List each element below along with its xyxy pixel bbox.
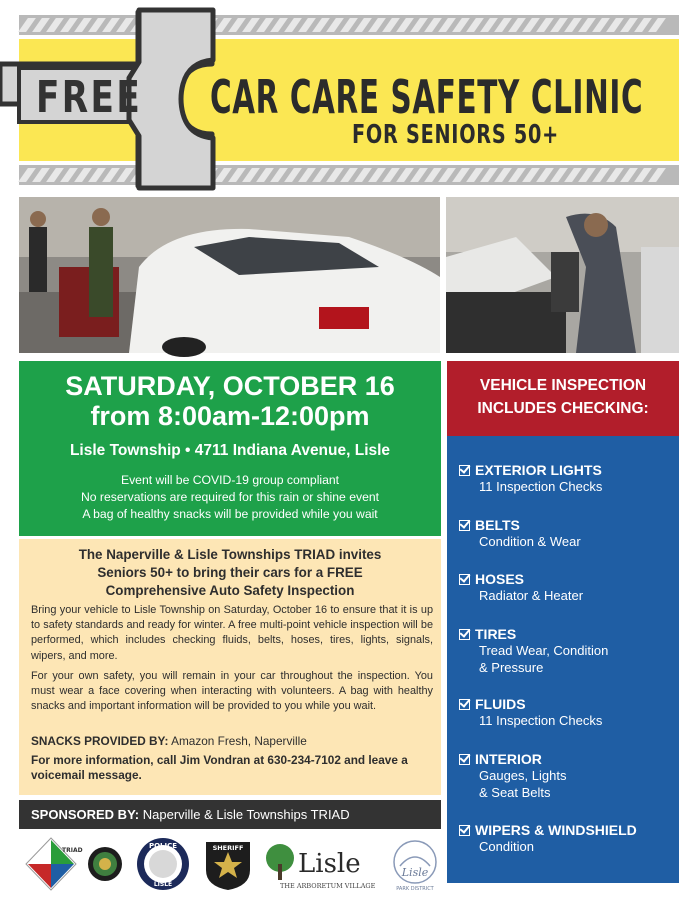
item-desc: 11 Inspection Checks [479, 479, 603, 494]
free-label: FREE [36, 72, 143, 123]
park-text: PARK DISTRICT [396, 886, 434, 892]
arboretum-text: THE ARBORETUM VILLAGE [280, 882, 376, 890]
lisle-village-logo [262, 836, 382, 892]
item-desc: Gauges, Lights [479, 768, 567, 783]
sheriff-badge-logo [202, 836, 254, 892]
checkbox-icon [459, 825, 470, 836]
park-script-text: Lisle [401, 866, 429, 879]
item-desc: Condition & Wear [479, 534, 581, 549]
sponsor-value: Naperville & Lisle Townships TRIAD [142, 807, 350, 822]
item-desc: Tread Wear, Condition [479, 643, 609, 658]
list-item [459, 750, 674, 801]
item-title: FLUIDS [475, 696, 526, 712]
item-desc: Condition [479, 839, 534, 854]
item-title: BELTS [475, 517, 520, 533]
snacks-value: Amazon Fresh, Naperville [171, 734, 307, 748]
item-desc: & Seat Belts [479, 784, 551, 800]
page-title: CAR CARE SAFETY CLINIC [210, 70, 644, 124]
photo-engine-inspection [446, 197, 679, 353]
list-item [459, 695, 674, 730]
police-text: POLICE [148, 842, 178, 850]
list-item [459, 461, 674, 496]
list-item [459, 516, 674, 551]
park-district-logo [390, 836, 440, 892]
invite-heading: Comprehensive Auto Safety Inspection [105, 583, 355, 598]
triad-logo [24, 836, 83, 892]
event-note: No reservations are required for this rain or shine event [80, 490, 380, 504]
item-title: HOSES [475, 571, 525, 587]
photo-garage-white-car [19, 197, 440, 353]
event-location: Lisle Township • 4711 Indiana Avenue, Lisle [69, 442, 391, 459]
lisle-text: Lisle [298, 849, 361, 879]
checkbox-icon [459, 629, 470, 640]
fire-department-logo [86, 836, 124, 892]
tread-mark [648, 168, 666, 182]
checkbox-icon [459, 465, 470, 476]
event-details [19, 361, 441, 536]
list-item [459, 821, 674, 856]
page-subtitle: FOR SENIORS 50+ [352, 120, 560, 150]
invite-paragraph: Bring your vehicle to Lisle Township on Saturday, October 16 to ensure that it is up to safety standards and ready for winter. A free multi-point vehicle inspection will be performed, which includes checking fluids, belts, hoses, tires, lights, signals, wipers, and more. [31, 604, 433, 662]
inspection-heading-line: INCLUDES CHECKING: [477, 400, 649, 417]
item-title: INTERIOR [475, 751, 542, 767]
item-title: WIPERS & WINDSHIELD [475, 822, 637, 838]
sponsor-bar [19, 800, 441, 829]
sheriff-text: SHERIFF [212, 844, 244, 852]
invite-heading: The Naperville & Lisle Townships TRIAD invites [78, 547, 382, 562]
list-item [459, 570, 674, 605]
event-time: from 8:00am-12:00pm [90, 401, 370, 431]
inspection-heading [447, 361, 679, 436]
item-desc: 11 Inspection Checks [479, 713, 603, 728]
snacks-line [31, 734, 433, 749]
item-title: TIRES [475, 626, 517, 642]
invite-paragraph: For your own safety, you will remain in your car throughout the inspection. You must wear a face covering when interacting with volunteers. A bag with healthy snacks and important information will be provided to you while you wait. [31, 670, 433, 713]
tire-tread-bottom [19, 165, 679, 185]
item-title: EXTERIOR LIGHTS [475, 462, 602, 478]
item-desc: & Pressure [479, 659, 544, 675]
tread-mark [648, 18, 666, 32]
invite-section [19, 539, 441, 795]
inspection-heading-line: VEHICLE INSPECTION [479, 377, 647, 394]
checkbox-icon [459, 754, 470, 765]
sponsor-label: SPONSORED BY: [31, 807, 140, 822]
tire-tread-top [19, 15, 679, 35]
checkbox-icon [459, 520, 470, 531]
police-city-text: LISLE [153, 881, 173, 888]
checkbox-icon [459, 574, 470, 585]
police-badge-logo [132, 836, 194, 892]
item-desc: Radiator & Heater [479, 588, 584, 603]
contact-info: For more information, call Jim Vondran at 630-234-7102 and leave a voicemail message. [31, 753, 408, 783]
snacks-label: SNACKS PROVIDED BY: [31, 734, 169, 748]
event-note: Event will be COVID-19 group compliant [120, 473, 340, 487]
inspection-list [447, 436, 679, 883]
checkbox-icon [459, 699, 470, 710]
invite-heading: Seniors 50+ to bring their cars for a FREE [97, 565, 363, 580]
event-note: A bag of healthy snacks will be provided while you wait [82, 507, 378, 521]
list-item [459, 625, 674, 676]
event-date: SATURDAY, OCTOBER 16 [65, 371, 395, 401]
triad-text: TRIAD [62, 847, 83, 854]
